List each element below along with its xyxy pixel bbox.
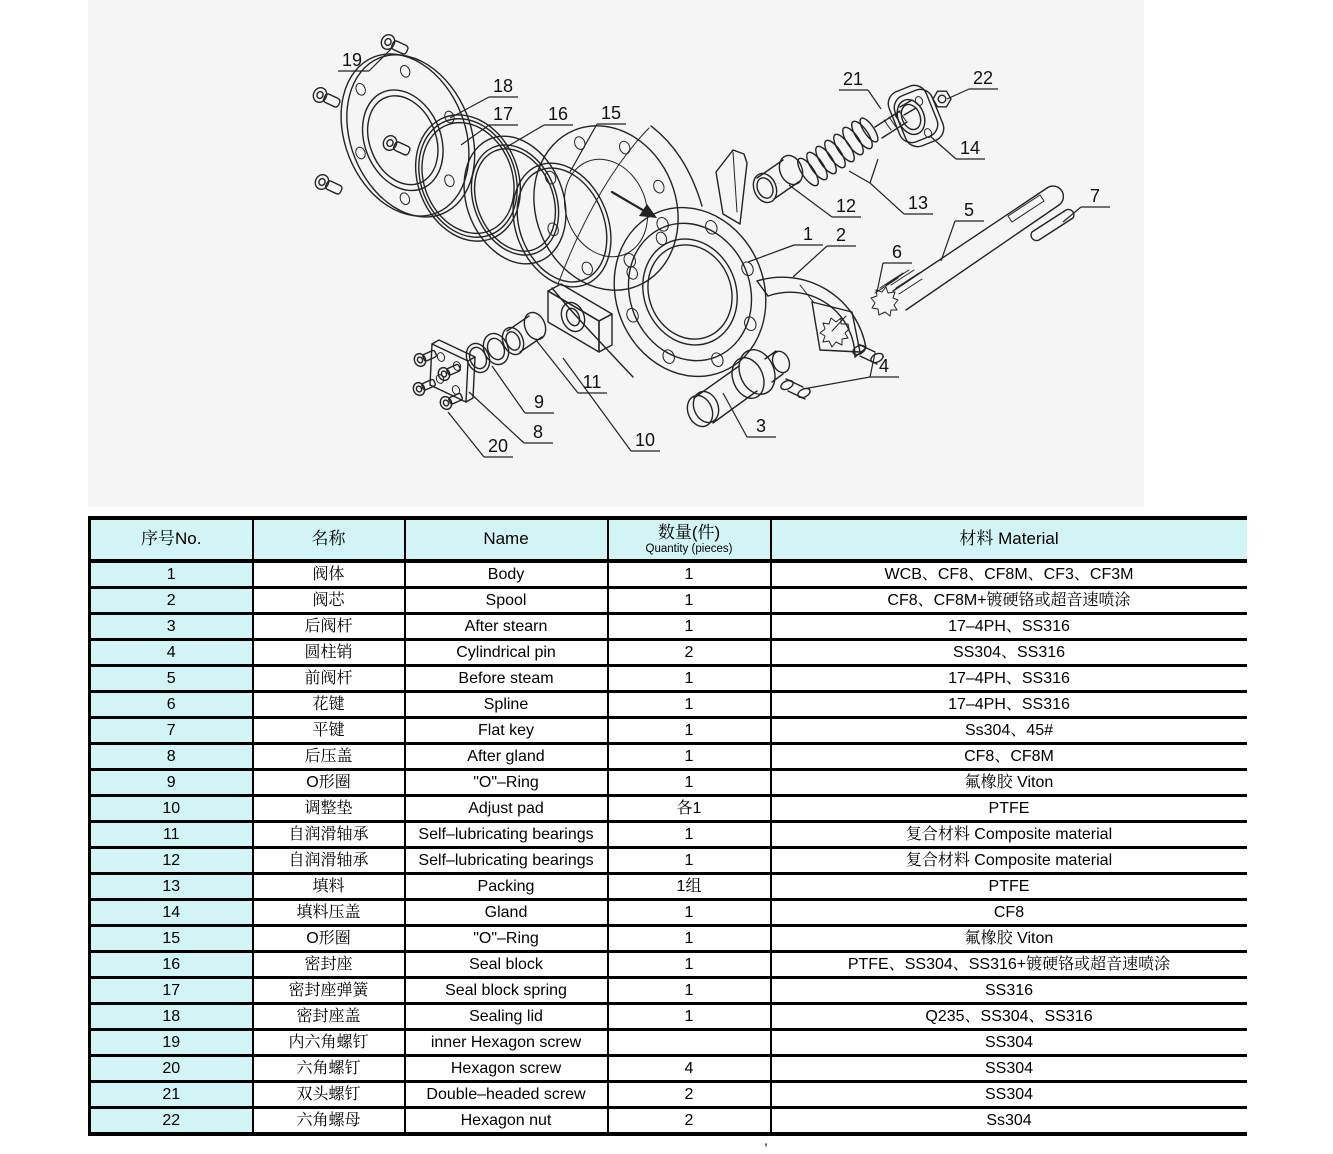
part-label: 15 (600, 103, 622, 123)
cell-en-name: Seal block spring (405, 978, 608, 1004)
cell-qty: 各1 (608, 796, 771, 822)
cell-material: Ss304 (771, 1108, 1247, 1135)
cell-material: WCB、CF8、CF8M、CF3、CF3M (771, 561, 1247, 588)
cell-material: PTFE (771, 796, 1247, 822)
cell-cn-name: 密封座 (253, 952, 405, 978)
part-label: 19 (341, 50, 363, 70)
exploded-diagram-area (88, 0, 1144, 507)
cell-no: 9 (90, 770, 253, 796)
cell-en-name: Spline (405, 692, 608, 718)
table-row (90, 926, 1247, 952)
cell-material: 氟橡胶 Viton (771, 926, 1247, 952)
cell-cn-name: 六角螺钉 (253, 1056, 405, 1082)
cell-no: 22 (90, 1108, 253, 1135)
cell-no: 2 (90, 588, 253, 614)
packing-13 (794, 116, 881, 189)
cell-material: SS304 (771, 1056, 1247, 1082)
table-row (90, 770, 1247, 796)
spool-2 (757, 277, 866, 357)
cell-qty: 1 (608, 926, 771, 952)
cell-cn-name: 调整垫 (253, 796, 405, 822)
part-label: 13 (907, 193, 929, 213)
cell-material: SS304、SS316 (771, 640, 1247, 666)
table-row (90, 952, 1247, 978)
cell-en-name: Sealing lid (405, 1004, 608, 1030)
table-row (90, 1082, 1247, 1108)
cell-material: 17–4PH、SS316 (771, 692, 1247, 718)
cell-no: 7 (90, 718, 253, 744)
cell-qty: 1 (608, 744, 771, 770)
cell-material: CF8、CF8M+镀硬铬或超音速喷涂 (771, 588, 1247, 614)
part-label: 3 (755, 416, 767, 436)
part-label: 10 (634, 430, 656, 450)
cell-cn-name: 六角螺母 (253, 1108, 405, 1135)
part-label: 11 (582, 372, 602, 392)
cell-cn-name: 填料 (253, 874, 405, 900)
part-label: 21 (842, 69, 864, 89)
cell-material: 氟橡胶 Viton (771, 770, 1247, 796)
cell-no: 17 (90, 978, 253, 1004)
cell-no: 13 (90, 874, 253, 900)
cell-cn-name: 后阀杆 (253, 614, 405, 640)
cell-material: SS304 (771, 1082, 1247, 1108)
table-row (90, 718, 1247, 744)
part-label: 17 (492, 104, 514, 124)
cell-material: Ss304、45# (771, 718, 1247, 744)
cell-no: 15 (90, 926, 253, 952)
cell-qty: 1 (608, 952, 771, 978)
cell-cn-name: O形圈 (253, 926, 405, 952)
seal-block-spring-17 (397, 99, 538, 257)
cell-en-name: "O"–Ring (405, 926, 608, 952)
cell-en-name: Adjust pad (405, 796, 608, 822)
o-ring-9-adjust-pads-10 (462, 330, 513, 376)
cell-cn-name: 双头螺钉 (253, 1082, 405, 1108)
cell-qty: 1 (608, 588, 771, 614)
cell-cn-name: 自润滑轴承 (253, 848, 405, 874)
part-label: 16 (547, 104, 569, 124)
cell-material: CF8 (771, 900, 1247, 926)
table-row (90, 978, 1247, 1004)
table-row (90, 561, 1247, 588)
cell-en-name: Seal block (405, 952, 608, 978)
cell-qty: 1 (608, 770, 771, 796)
after-gland-8 (430, 340, 475, 402)
table-row (90, 1108, 1247, 1135)
cell-material: PTFE、SS304、SS316+镀硬铬或超音速喷涂 (771, 952, 1247, 978)
cell-qty: 2 (608, 640, 771, 666)
part-label: 6 (891, 242, 903, 262)
cylindrical-pins-4 (779, 344, 884, 400)
cell-en-name: Body (405, 561, 608, 588)
cell-no: 21 (90, 1082, 253, 1108)
cell-material: 17–4PH、SS316 (771, 666, 1247, 692)
cell-cn-name: 圆柱销 (253, 640, 405, 666)
cell-qty: 2 (608, 1108, 771, 1135)
cell-material: 复合材料 Composite material (771, 822, 1247, 848)
part-label: 5 (963, 200, 975, 220)
header-qty-en: Quantity (pieces) (645, 542, 733, 555)
cell-en-name: Gland (405, 900, 608, 926)
part-label: 9 (533, 392, 545, 412)
cell-cn-name: 阀芯 (253, 588, 405, 614)
table-row (90, 796, 1247, 822)
cell-cn-name: 自润滑轴承 (253, 822, 405, 848)
cell-qty: 1 (608, 561, 771, 588)
cell-no: 10 (90, 796, 253, 822)
header-cn-name: 名称 (253, 518, 405, 561)
cell-no: 8 (90, 744, 253, 770)
cell-en-name: After stearn (405, 614, 608, 640)
table-row (90, 1056, 1247, 1082)
exploded-view-svg (88, 0, 1144, 507)
cell-no: 18 (90, 1004, 253, 1030)
table-row (90, 1004, 1247, 1030)
cell-en-name: Double–headed screw (405, 1082, 608, 1108)
cell-material: 17–4PH、SS316 (771, 614, 1247, 640)
cell-en-name: Before steam (405, 666, 608, 692)
part-label: 12 (835, 196, 857, 216)
cell-cn-name: 后压盖 (253, 744, 405, 770)
cell-no: 20 (90, 1056, 253, 1082)
cell-no: 16 (90, 952, 253, 978)
cell-qty (608, 1030, 771, 1056)
cell-no: 11 (90, 822, 253, 848)
cell-en-name: Cylindrical pin (405, 640, 608, 666)
flow-arrow (612, 192, 657, 218)
cell-en-name: Self–lubricating bearings (405, 822, 608, 848)
flat-key-7 (1031, 209, 1074, 240)
cell-material: CF8、CF8M (771, 744, 1247, 770)
cell-cn-name: O形圈 (253, 770, 405, 796)
cell-en-name: Flat key (405, 718, 608, 744)
cell-no: 19 (90, 1030, 253, 1056)
part-label: 4 (878, 356, 890, 376)
table-row (90, 666, 1247, 692)
table-row (90, 1030, 1247, 1056)
cell-qty: 1 (608, 978, 771, 1004)
table-header-row (90, 518, 1247, 561)
cell-material: Q235、SS304、SS316 (771, 1004, 1247, 1030)
table-row (90, 614, 1247, 640)
cell-qty: 1 (608, 666, 771, 692)
cell-material: SS316 (771, 978, 1247, 1004)
cell-no: 12 (90, 848, 253, 874)
cell-qty: 1 (608, 614, 771, 640)
cell-qty: 1组 (608, 874, 771, 900)
cell-en-name: Self–lubricating bearings (405, 848, 608, 874)
cell-cn-name: 前阀杆 (253, 666, 405, 692)
header-qty-cn: 数量(件) (657, 522, 721, 542)
cell-en-name: Packing (405, 874, 608, 900)
table-row (90, 900, 1247, 926)
self-lubricating-bearing-11 (498, 309, 549, 357)
cell-en-name: Hexagon screw (405, 1056, 608, 1082)
cell-cn-name: 填料压盖 (253, 900, 405, 926)
cell-cn-name: 密封座弹簧 (253, 978, 405, 1004)
cell-no: 6 (90, 692, 253, 718)
cell-material: PTFE (771, 874, 1247, 900)
parts-table (88, 516, 1247, 1136)
cell-qty: 4 (608, 1056, 771, 1082)
table-row (90, 744, 1247, 770)
cell-no: 4 (90, 640, 253, 666)
cell-qty: 1 (608, 848, 771, 874)
part-label: 2 (835, 225, 847, 245)
cell-en-name: inner Hexagon screw (405, 1030, 608, 1056)
cell-cn-name: 平键 (253, 718, 405, 744)
double-headed-screw-21 (875, 100, 916, 138)
table-row (90, 640, 1247, 666)
cell-no: 3 (90, 614, 253, 640)
cell-no: 1 (90, 561, 253, 588)
table-row (90, 874, 1247, 900)
cell-qty: 1 (608, 718, 771, 744)
valve-body-1 (510, 104, 791, 400)
cell-qty: 1 (608, 692, 771, 718)
cell-cn-name: 内六角螺钉 (253, 1030, 405, 1056)
cell-cn-name: 密封座盖 (253, 1004, 405, 1030)
part-label: 18 (492, 76, 514, 96)
cell-qty: 1 (608, 1004, 771, 1030)
cell-material: SS304 (771, 1030, 1247, 1056)
part-label: 14 (959, 138, 981, 158)
cell-cn-name: 花键 (253, 692, 405, 718)
table-row (90, 848, 1247, 874)
header-no: 序号No. (90, 518, 253, 561)
part-label: 1 (802, 224, 814, 244)
header-qty (608, 518, 771, 561)
cell-no: 5 (90, 666, 253, 692)
part-label: 8 (532, 422, 544, 442)
cell-en-name: After gland (405, 744, 608, 770)
cell-en-name: "O"–Ring (405, 770, 608, 796)
seal-block-16 (446, 121, 584, 279)
cell-no: 14 (90, 900, 253, 926)
table-row (90, 588, 1247, 614)
cell-en-name: Spool (405, 588, 608, 614)
table-row (90, 822, 1247, 848)
part-label: 22 (972, 68, 994, 88)
header-en-name: Name (405, 518, 608, 561)
cell-qty: 1 (608, 822, 771, 848)
cell-qty: 2 (608, 1082, 771, 1108)
table-row (90, 692, 1247, 718)
header-material: 材料 Material (771, 518, 1247, 561)
part-label: 20 (487, 436, 509, 456)
cell-en-name: Hexagon nut (405, 1108, 608, 1135)
part-label: 7 (1089, 186, 1101, 206)
cell-qty: 1 (608, 900, 771, 926)
after-stem-3 (683, 344, 793, 430)
cell-material: 复合材料 Composite material (771, 848, 1247, 874)
stray-comma-mark: , (764, 1132, 768, 1148)
cell-cn-name: 阀体 (253, 561, 405, 588)
